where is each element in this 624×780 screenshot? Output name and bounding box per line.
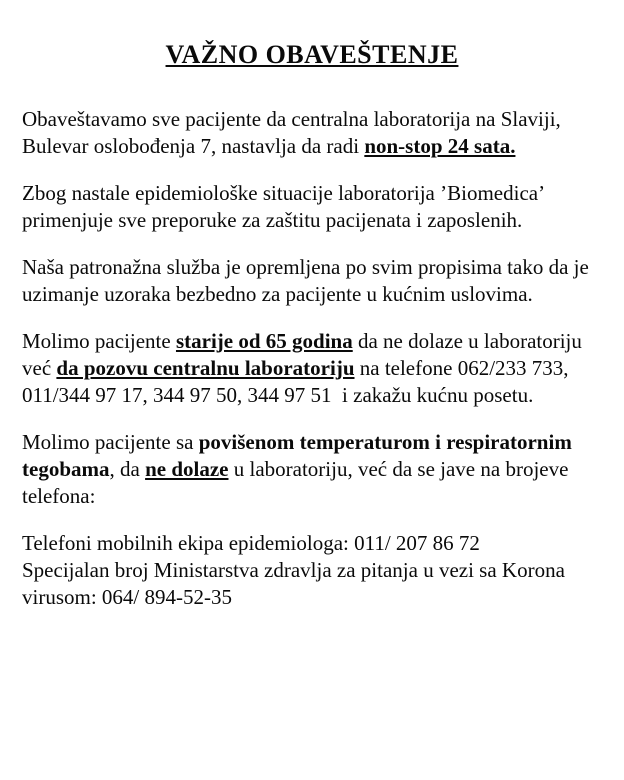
text-run: Molimo pacijente sa	[22, 430, 199, 454]
paragraph-epidemiological-measures	[22, 180, 602, 234]
contact-line-epidemiologists	[22, 530, 602, 557]
text-run-bold-underline: starije od 65 godina	[175, 329, 353, 353]
paragraph-working-hours	[22, 106, 602, 160]
text-run: Specijalan broj Ministarstva zdravlja za pitanja u vezi sa Korona virusom: 064/ 894-52-35	[22, 558, 571, 609]
text-run: Telefoni mobilnih ekipa epidemiologa: 011/ 207 86 72	[22, 531, 480, 555]
paragraph-home-visit-service	[22, 254, 602, 308]
paragraph-seniors-instructions	[22, 328, 602, 409]
text-run: , da	[109, 457, 146, 481]
text-run-bold-underline: da pozovu centralnu laboratoriju	[56, 356, 355, 380]
text-run-bold: povišenom temperaturom i respiratornim tegobama	[22, 430, 578, 481]
text-run: Obaveštavamo sve pacijente da centralna laboratorija na Slaviji, Bulevar oslobođenja 7, nastavlja da radi	[22, 107, 567, 158]
text-run: Zbog nastale epidemiološke situacije laboratorija ’Biomedica’ primenjuje sve preporuke za zaštitu pacijenata i zaposlenih.	[22, 181, 549, 232]
text-run: Molimo pacijente	[22, 329, 176, 353]
text-run: Naša patronažna služba je opremljena po svim propisima tako da je uzimanje uzoraka bezbedno za pacijente u kućnim uslovima.	[22, 255, 595, 306]
notice-title: VAŽNO OBAVEŠTENJE	[165, 40, 459, 69]
text-run-bold-underline: non-stop 24 sata.	[364, 134, 516, 158]
text-run: na telefone 062/233 733, 011/344 97 17, 344 97 50, 344 97 51 i zakažu kućnu posetu.	[22, 356, 574, 407]
text-run: u laboratoriju, već da se jave na brojeve telefona:	[22, 457, 574, 508]
paragraph-symptomatic-instructions	[22, 429, 602, 510]
text-run-bold-underline: ne dolaze	[145, 457, 229, 481]
text-run: da ne dolaze u laboratoriju već	[22, 329, 588, 380]
paragraph-contact-numbers	[22, 530, 602, 611]
contact-line-ministry	[22, 557, 602, 611]
